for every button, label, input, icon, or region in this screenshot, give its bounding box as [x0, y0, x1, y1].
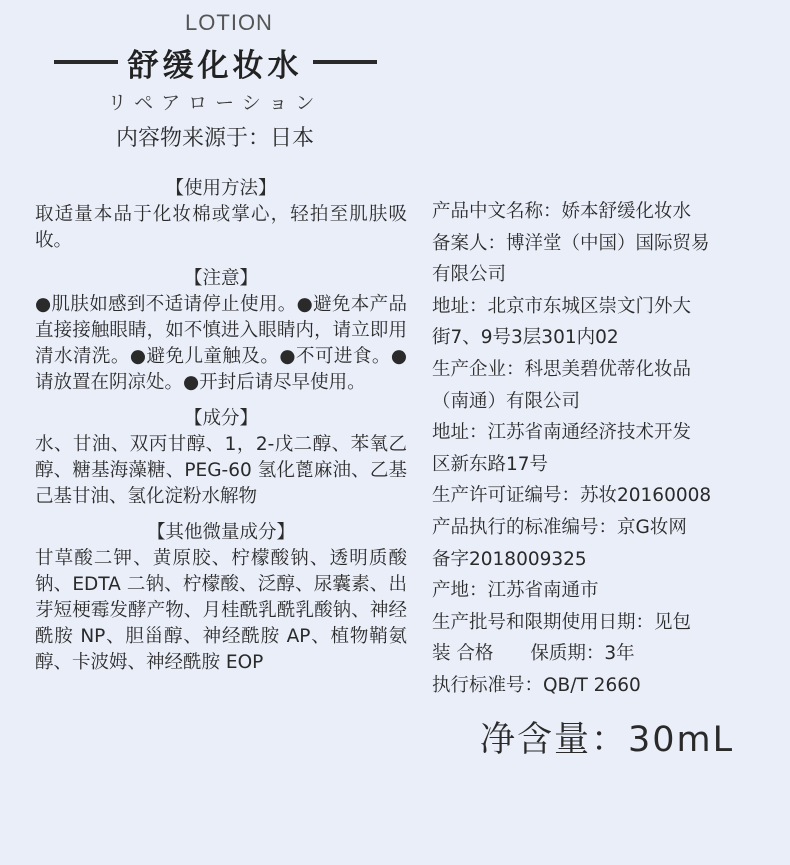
japanese-name: リペアローション: [107, 92, 323, 114]
english-name: LOTION: [185, 10, 273, 35]
label-header: [20, 10, 410, 152]
product-title-row: [20, 42, 410, 82]
info-line: 装 合格 保质期：3年: [432, 643, 635, 665]
ingredients-title: 【成分】: [183, 408, 258, 429]
product-title: 舒缓化妆水: [127, 47, 303, 84]
origin-text: 内容物来源于：日本: [115, 126, 314, 151]
usage-title: 【使用方法】: [165, 178, 277, 199]
info-line: 区新东路17号: [432, 453, 549, 475]
info-line: 产品中文名称：娇本舒缓化妆水: [432, 201, 692, 222]
title-rule-left: [54, 60, 118, 64]
right-column: [432, 196, 768, 702]
title-rule-right: [313, 60, 377, 64]
info-line: 生产企业：科思美碧优蒂化妆品: [432, 358, 692, 380]
info-line: 地址：北京市东城区崇文门外大: [432, 295, 692, 317]
usage-text: 取适量本品于化妆棉或掌心，轻拍至肌肤吸收。: [35, 204, 407, 251]
info-line: 街7、9号3层301内02: [432, 327, 619, 349]
left-column: [35, 176, 407, 676]
caution-text: ●肌肤如感到不适请停止使用。●避免本产品直接接触眼睛，如不慎进入眼睛内，请立即用清水清洗。●避免儿童触及。●不可进食。●请放置在阴凉处。●开封后请尽早使用。: [35, 294, 407, 393]
info-line: 执行标准号：QB/T 2660: [432, 674, 641, 696]
info-line: 产品执行的标准编号：京G妆网: [432, 516, 687, 538]
info-line: 生产批号和限期使用日期：见包: [432, 611, 692, 633]
info-line: 产地：江苏省南通市: [432, 580, 599, 602]
info-line: 备字2018009325: [432, 548, 587, 570]
info-line: 有限公司: [432, 264, 507, 286]
info-line: （南通）有限公司: [432, 390, 581, 412]
info-line: 地址：江苏省南通经济技术开发: [432, 422, 692, 444]
info-line: 备案人：博洋堂（中国）国际贸易: [432, 232, 710, 254]
trace-ingredients-text: 甘草酸二钾、黄原胶、柠檬酸钠、透明质酸钠、EDTA 二钠、柠檬酸、泛醇、尿囊素、出芽短梗霉发酵产物、月桂酰乳酰乳酸钠、神经酰胺 NP、胆甾醇、神经酰胺 AP、植物鞘氨醇、卡波姆、神经酰胺 EOP: [35, 548, 407, 673]
caution-title: 【注意】: [183, 268, 258, 289]
ingredients-text: 水、甘油、双丙甘醇、1，2-戊二醇、苯氧乙醇、糖基海藻糖、PEG-60 氢化蓖麻油、乙基己基甘油、氢化淀粉水解物: [35, 434, 407, 507]
net-content: 净含量：30mL: [480, 720, 735, 760]
trace-ingredients-title: 【其他微量成分】: [146, 522, 295, 543]
info-line: 生产许可证编号：苏妆20160008: [432, 485, 712, 507]
